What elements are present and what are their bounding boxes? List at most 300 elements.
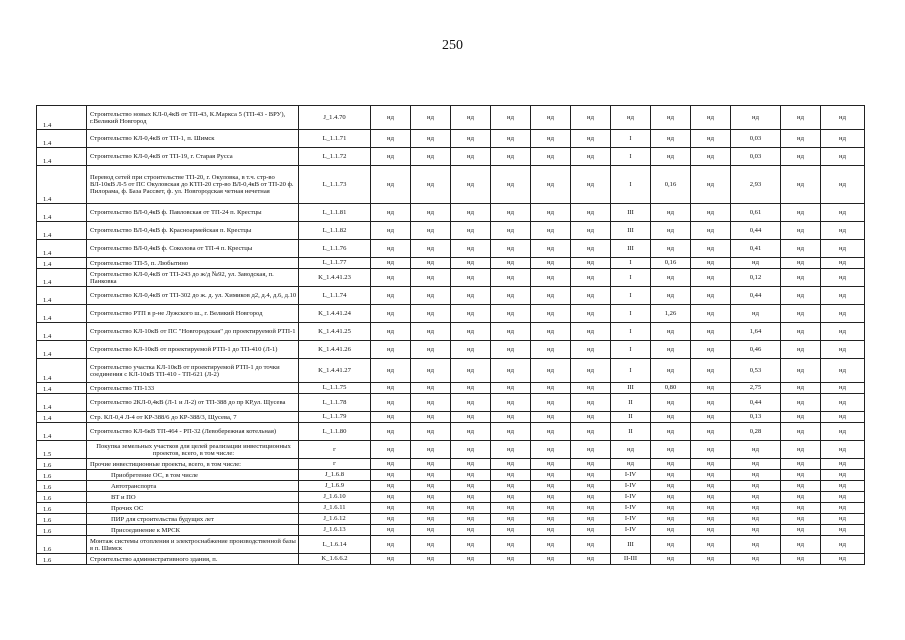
value-cell: нд <box>451 503 491 514</box>
project-name-cell: Строительство КЛ-10кВ от проектируемой РТП-1 до ТП-410 (Л-1) <box>87 341 299 359</box>
section-cell: 1.4 <box>37 106 87 130</box>
section-cell: 1.4 <box>37 222 87 240</box>
project-name-cell: Строительство ВЛ-0,4кВ ф. Красноармейская п. Крестцы <box>87 222 299 240</box>
value-cell: нд <box>691 394 731 412</box>
value-cell: нд <box>491 514 531 525</box>
table-row <box>37 536 865 554</box>
value-cell: нд <box>411 441 451 459</box>
value-cell: нд <box>531 359 571 383</box>
value-cell: нд <box>731 536 781 554</box>
value-cell: нд <box>651 459 691 470</box>
value-cell: нд <box>821 341 865 359</box>
value-cell: нд <box>411 323 451 341</box>
value-cell: нд <box>571 305 611 323</box>
project-name-cell: Строительство административного здания, п. <box>87 554 299 565</box>
value-cell: нд <box>781 459 821 470</box>
value-cell: нд <box>821 258 865 269</box>
category-cell: I-IV <box>611 492 651 503</box>
value-cell: нд <box>781 204 821 222</box>
value-cell: нд <box>781 554 821 565</box>
value-cell: нд <box>491 554 531 565</box>
table-row <box>37 441 865 459</box>
section-cell: 1.4 <box>37 258 87 269</box>
value-cell: нд <box>691 166 731 204</box>
project-name-cell: Строительство КЛ-0,4кВ от ТП-302 до ж. д. ул. Химиков д2, д.4, д.6, д.10 <box>87 287 299 305</box>
category-cell: III <box>611 240 651 258</box>
page-number: 250 <box>442 38 463 53</box>
value-cell: нд <box>451 258 491 269</box>
value-cell: нд <box>411 394 451 412</box>
value-cell: нд <box>571 130 611 148</box>
value-cell: нд <box>411 514 451 525</box>
project-name-cell: Строительство ТП-5, п. Любытино <box>87 258 299 269</box>
value-cell: нд <box>781 323 821 341</box>
value-cell: нд <box>571 492 611 503</box>
value-cell: нд <box>451 394 491 412</box>
value-cell: нд <box>571 503 611 514</box>
table-row <box>37 525 865 536</box>
investment-table <box>36 105 865 565</box>
project-name-cell: Автотранспорта <box>87 481 299 492</box>
value-cell: 0,12 <box>731 269 781 287</box>
value-cell: нд <box>491 470 531 481</box>
value-cell: нд <box>491 525 531 536</box>
value-cell: нд <box>821 148 865 166</box>
value-cell: нд <box>411 222 451 240</box>
category-cell: I <box>611 323 651 341</box>
project-code-cell: L_1.1.78 <box>299 394 371 412</box>
value-cell: нд <box>411 130 451 148</box>
value-cell: нд <box>731 441 781 459</box>
project-code-cell: L_1.1.80 <box>299 423 371 441</box>
value-cell: нд <box>821 536 865 554</box>
value-cell: нд <box>651 240 691 258</box>
section-cell: 1.6 <box>37 459 87 470</box>
table-row <box>37 240 865 258</box>
value-cell: нд <box>451 525 491 536</box>
value-cell: нд <box>781 240 821 258</box>
value-cell: нд <box>371 258 411 269</box>
category-cell: II-III <box>611 554 651 565</box>
value-cell: нд <box>451 481 491 492</box>
value-cell: нд <box>491 106 531 130</box>
value-cell: 0,03 <box>731 148 781 166</box>
value-cell: нд <box>451 536 491 554</box>
table-row <box>37 305 865 323</box>
value-cell: нд <box>411 536 451 554</box>
value-cell: нд <box>691 305 731 323</box>
category-cell: I <box>611 359 651 383</box>
value-cell: нд <box>571 470 611 481</box>
value-cell: нд <box>571 514 611 525</box>
value-cell: нд <box>781 383 821 394</box>
project-name-cell: ПИР для строительства будущих лет <box>87 514 299 525</box>
category-cell: I-IV <box>611 470 651 481</box>
project-code-cell: L_1.1.81 <box>299 204 371 222</box>
value-cell: нд <box>371 269 411 287</box>
project-name-cell: Приобретение ОС, в том числе <box>87 470 299 481</box>
project-name-cell: Покупка земельных участков для целей реализации инвестиционных проектов, всего, в том числе: <box>87 441 299 459</box>
value-cell: нд <box>411 481 451 492</box>
project-name-cell: Строительство ТП-133 <box>87 383 299 394</box>
value-cell: нд <box>371 423 411 441</box>
value-cell: нд <box>451 459 491 470</box>
value-cell: 0,46 <box>731 341 781 359</box>
value-cell: нд <box>821 470 865 481</box>
project-code-cell: г <box>299 441 371 459</box>
value-cell: нд <box>411 287 451 305</box>
value-cell: нд <box>781 359 821 383</box>
project-code-cell: K_1.4.41.27 <box>299 359 371 383</box>
value-cell: нд <box>531 383 571 394</box>
value-cell: нд <box>571 287 611 305</box>
value-cell: нд <box>491 287 531 305</box>
value-cell: 2,75 <box>731 383 781 394</box>
value-cell: нд <box>531 525 571 536</box>
value-cell: нд <box>651 441 691 459</box>
value-cell: нд <box>571 359 611 383</box>
value-cell: нд <box>821 514 865 525</box>
project-code-cell: L_1.1.72 <box>299 148 371 166</box>
value-cell: нд <box>781 148 821 166</box>
value-cell: нд <box>691 383 731 394</box>
value-cell: нд <box>451 470 491 481</box>
project-code-cell: L_1.1.76 <box>299 240 371 258</box>
section-cell: 1.6 <box>37 503 87 514</box>
value-cell: нд <box>571 240 611 258</box>
value-cell: нд <box>571 383 611 394</box>
value-cell: нд <box>691 323 731 341</box>
value-cell: нд <box>821 441 865 459</box>
value-cell: нд <box>371 204 411 222</box>
value-cell: нд <box>451 323 491 341</box>
table-row <box>37 269 865 287</box>
value-cell: нд <box>371 481 411 492</box>
value-cell: нд <box>781 503 821 514</box>
project-name-cell: Строительство ВЛ-0,4кВ ф. Павловская от ТП-24 п. Крестцы <box>87 204 299 222</box>
table-row <box>37 459 865 470</box>
project-name-cell: Строительство КЛ-10кВ от ПС "Новгородская" до проектируемой РТП-1 <box>87 323 299 341</box>
value-cell: 0,41 <box>731 240 781 258</box>
value-cell: нд <box>411 166 451 204</box>
value-cell: нд <box>491 148 531 166</box>
project-code-cell: L_1.1.75 <box>299 383 371 394</box>
value-cell: нд <box>371 554 411 565</box>
category-cell: I <box>611 287 651 305</box>
value-cell: нд <box>691 470 731 481</box>
value-cell: нд <box>451 148 491 166</box>
value-cell: нд <box>451 341 491 359</box>
value-cell: нд <box>781 481 821 492</box>
value-cell: нд <box>691 423 731 441</box>
value-cell: нд <box>821 287 865 305</box>
value-cell: нд <box>491 204 531 222</box>
value-cell: нд <box>371 412 411 423</box>
value-cell: нд <box>411 204 451 222</box>
value-cell: нд <box>411 423 451 441</box>
value-cell: нд <box>781 394 821 412</box>
project-code-cell: K_1.6.6.2 <box>299 554 371 565</box>
project-code-cell: L_1.1.82 <box>299 222 371 240</box>
value-cell: нд <box>571 222 611 240</box>
value-cell: нд <box>491 481 531 492</box>
category-cell: I <box>611 130 651 148</box>
category-cell: I <box>611 269 651 287</box>
section-cell: 1.4 <box>37 394 87 412</box>
table-row <box>37 258 865 269</box>
table-row <box>37 383 865 394</box>
value-cell: нд <box>451 166 491 204</box>
value-cell: нд <box>571 459 611 470</box>
value-cell: нд <box>451 412 491 423</box>
section-cell: 1.4 <box>37 130 87 148</box>
value-cell: 0,44 <box>731 394 781 412</box>
project-code-cell: J_1.6.13 <box>299 525 371 536</box>
value-cell: нд <box>531 412 571 423</box>
section-cell: 1.6 <box>37 525 87 536</box>
project-code-cell: K_1.4.41.26 <box>299 341 371 359</box>
category-cell: I-IV <box>611 481 651 492</box>
value-cell: 1,26 <box>651 305 691 323</box>
value-cell: нд <box>651 492 691 503</box>
value-cell: нд <box>651 106 691 130</box>
value-cell: нд <box>531 536 571 554</box>
value-cell: нд <box>371 536 411 554</box>
value-cell: нд <box>731 525 781 536</box>
value-cell: нд <box>411 305 451 323</box>
value-cell: нд <box>371 525 411 536</box>
value-cell: нд <box>571 554 611 565</box>
section-cell: 1.4 <box>37 204 87 222</box>
value-cell: нд <box>781 423 821 441</box>
value-cell: нд <box>491 412 531 423</box>
project-name-cell: Перевод сетей при строительстве ТП-20, г. Окуловка, в т.ч. стр-во ВЛ-10кВ Л-5 от ПС Окуловская до КТП-20 стр-во ВЛ-0,4кВ от ТП-20 ф. Пилорама, ф. База Рассвет, ф. ул. Новгородская четная нечетная <box>87 166 299 204</box>
table-row <box>37 470 865 481</box>
value-cell: нд <box>491 359 531 383</box>
section-cell: 1.6 <box>37 554 87 565</box>
table-row <box>37 503 865 514</box>
value-cell: нд <box>781 341 821 359</box>
value-cell: нд <box>531 514 571 525</box>
value-cell: нд <box>691 204 731 222</box>
table-row <box>37 492 865 503</box>
value-cell: нд <box>451 554 491 565</box>
value-cell: нд <box>571 204 611 222</box>
table-row <box>37 514 865 525</box>
table-row <box>37 106 865 130</box>
table-row <box>37 323 865 341</box>
project-name-cell: Стр. КЛ-0,4 Л-4 от КР-388/6 до КР-388/3, Щусева, 7 <box>87 412 299 423</box>
value-cell: нд <box>781 222 821 240</box>
section-cell: 1.4 <box>37 359 87 383</box>
value-cell: нд <box>451 441 491 459</box>
project-name-cell: Строительство КЛ-0,4кВ от ТП-19, г. Старая Русса <box>87 148 299 166</box>
section-cell: 1.6 <box>37 481 87 492</box>
table-row <box>37 166 865 204</box>
value-cell: нд <box>821 269 865 287</box>
value-cell: нд <box>451 130 491 148</box>
value-cell: нд <box>821 492 865 503</box>
value-cell: нд <box>651 341 691 359</box>
value-cell: нд <box>411 492 451 503</box>
value-cell: нд <box>691 359 731 383</box>
section-cell: 1.4 <box>37 166 87 204</box>
value-cell: нд <box>531 148 571 166</box>
value-cell: нд <box>731 459 781 470</box>
value-cell: нд <box>651 130 691 148</box>
value-cell: нд <box>371 459 411 470</box>
section-cell: 1.4 <box>37 423 87 441</box>
value-cell: нд <box>451 423 491 441</box>
table-row <box>37 130 865 148</box>
value-cell: нд <box>531 554 571 565</box>
value-cell: 0,44 <box>731 287 781 305</box>
value-cell: нд <box>531 106 571 130</box>
value-cell: нд <box>821 525 865 536</box>
value-cell: нд <box>371 130 411 148</box>
value-cell: нд <box>531 394 571 412</box>
table-row <box>37 394 865 412</box>
value-cell: нд <box>371 305 411 323</box>
value-cell: нд <box>571 441 611 459</box>
value-cell: нд <box>531 503 571 514</box>
value-cell: нд <box>821 240 865 258</box>
value-cell: нд <box>651 554 691 565</box>
value-cell: нд <box>691 492 731 503</box>
project-name-cell: Монтаж системы отопления и электроснабжение производственной базы в п. Шимск <box>87 536 299 554</box>
value-cell: нд <box>491 166 531 204</box>
value-cell: нд <box>821 554 865 565</box>
table-row <box>37 204 865 222</box>
value-cell: нд <box>691 341 731 359</box>
value-cell: нд <box>571 412 611 423</box>
value-cell: нд <box>651 423 691 441</box>
category-cell: I-IV <box>611 503 651 514</box>
value-cell: нд <box>651 323 691 341</box>
value-cell: нд <box>371 240 411 258</box>
value-cell: нд <box>821 323 865 341</box>
value-cell: нд <box>821 166 865 204</box>
value-cell: нд <box>411 503 451 514</box>
project-code-cell: K_1.4.41.24 <box>299 305 371 323</box>
value-cell: нд <box>781 441 821 459</box>
value-cell: нд <box>491 222 531 240</box>
value-cell: нд <box>731 503 781 514</box>
value-cell: нд <box>451 383 491 394</box>
value-cell: нд <box>821 481 865 492</box>
project-code-cell: L_1.1.79 <box>299 412 371 423</box>
value-cell: 0,61 <box>731 204 781 222</box>
value-cell: нд <box>371 106 411 130</box>
value-cell: нд <box>571 536 611 554</box>
value-cell: нд <box>731 492 781 503</box>
section-cell: 1.6 <box>37 470 87 481</box>
section-cell: 1.5 <box>37 441 87 459</box>
value-cell: нд <box>691 459 731 470</box>
table-row <box>37 341 865 359</box>
value-cell: нд <box>451 240 491 258</box>
value-cell: нд <box>451 305 491 323</box>
value-cell: нд <box>531 470 571 481</box>
value-cell: нд <box>691 130 731 148</box>
value-cell: нд <box>451 514 491 525</box>
value-cell: нд <box>821 204 865 222</box>
value-cell: нд <box>821 305 865 323</box>
value-cell: нд <box>781 287 821 305</box>
value-cell: нд <box>821 383 865 394</box>
value-cell: нд <box>571 166 611 204</box>
value-cell: нд <box>571 258 611 269</box>
value-cell: нд <box>651 359 691 383</box>
value-cell: нд <box>821 412 865 423</box>
section-cell: 1.4 <box>37 412 87 423</box>
value-cell: нд <box>731 514 781 525</box>
value-cell: нд <box>731 554 781 565</box>
value-cell: нд <box>491 341 531 359</box>
value-cell: нд <box>651 536 691 554</box>
value-cell: нд <box>821 106 865 130</box>
table-row <box>37 481 865 492</box>
value-cell: нд <box>531 269 571 287</box>
section-cell: 1.6 <box>37 536 87 554</box>
project-code-cell: J_1.6.12 <box>299 514 371 525</box>
project-name-cell: Присоединение к МРСК <box>87 525 299 536</box>
value-cell: нд <box>531 481 571 492</box>
category-cell: I <box>611 258 651 269</box>
value-cell: нд <box>491 503 531 514</box>
value-cell: нд <box>371 148 411 166</box>
value-cell: нд <box>531 287 571 305</box>
value-cell: нд <box>451 106 491 130</box>
category-cell: II <box>611 423 651 441</box>
value-cell: нд <box>821 222 865 240</box>
value-cell: нд <box>531 240 571 258</box>
value-cell: нд <box>531 166 571 204</box>
value-cell: нд <box>691 106 731 130</box>
value-cell: 2,93 <box>731 166 781 204</box>
value-cell: нд <box>371 166 411 204</box>
table-row <box>37 359 865 383</box>
value-cell: 0,16 <box>651 166 691 204</box>
section-cell: 1.4 <box>37 305 87 323</box>
value-cell: нд <box>411 258 451 269</box>
value-cell: нд <box>491 536 531 554</box>
project-name-cell: Строительство 2КЛ-0,4кВ (Л-1 и Л-2) от ТП-388 до пр КР,ул. Щусева <box>87 394 299 412</box>
category-cell: I <box>611 305 651 323</box>
value-cell: нд <box>491 323 531 341</box>
project-name-cell: Прочих ОС <box>87 503 299 514</box>
value-cell: нд <box>691 503 731 514</box>
value-cell: нд <box>411 148 451 166</box>
value-cell: нд <box>691 269 731 287</box>
value-cell: нд <box>371 492 411 503</box>
section-cell: 1.6 <box>37 492 87 503</box>
value-cell: нд <box>371 394 411 412</box>
value-cell: нд <box>781 412 821 423</box>
value-cell: нд <box>531 130 571 148</box>
category-cell: I <box>611 341 651 359</box>
value-cell: нд <box>691 148 731 166</box>
value-cell: нд <box>491 423 531 441</box>
value-cell: 0,53 <box>731 359 781 383</box>
value-cell: нд <box>781 166 821 204</box>
project-code-cell: J_1.6.9 <box>299 481 371 492</box>
value-cell: нд <box>371 470 411 481</box>
value-cell: нд <box>691 258 731 269</box>
project-name-cell: Строительство КЛ-0,4кВ от ТП-243 до ж/д №92, ул. Заводская, п. Панковка <box>87 269 299 287</box>
project-name-cell: Строительство РТП в р-не Лужского ш., г. Великий Новгород <box>87 305 299 323</box>
project-name-cell: Строительство новых КЛ-0,4кВ от ТП-43, К.Маркса 5 (ТП-43 - ВРУ), г.Великий Новгород <box>87 106 299 130</box>
